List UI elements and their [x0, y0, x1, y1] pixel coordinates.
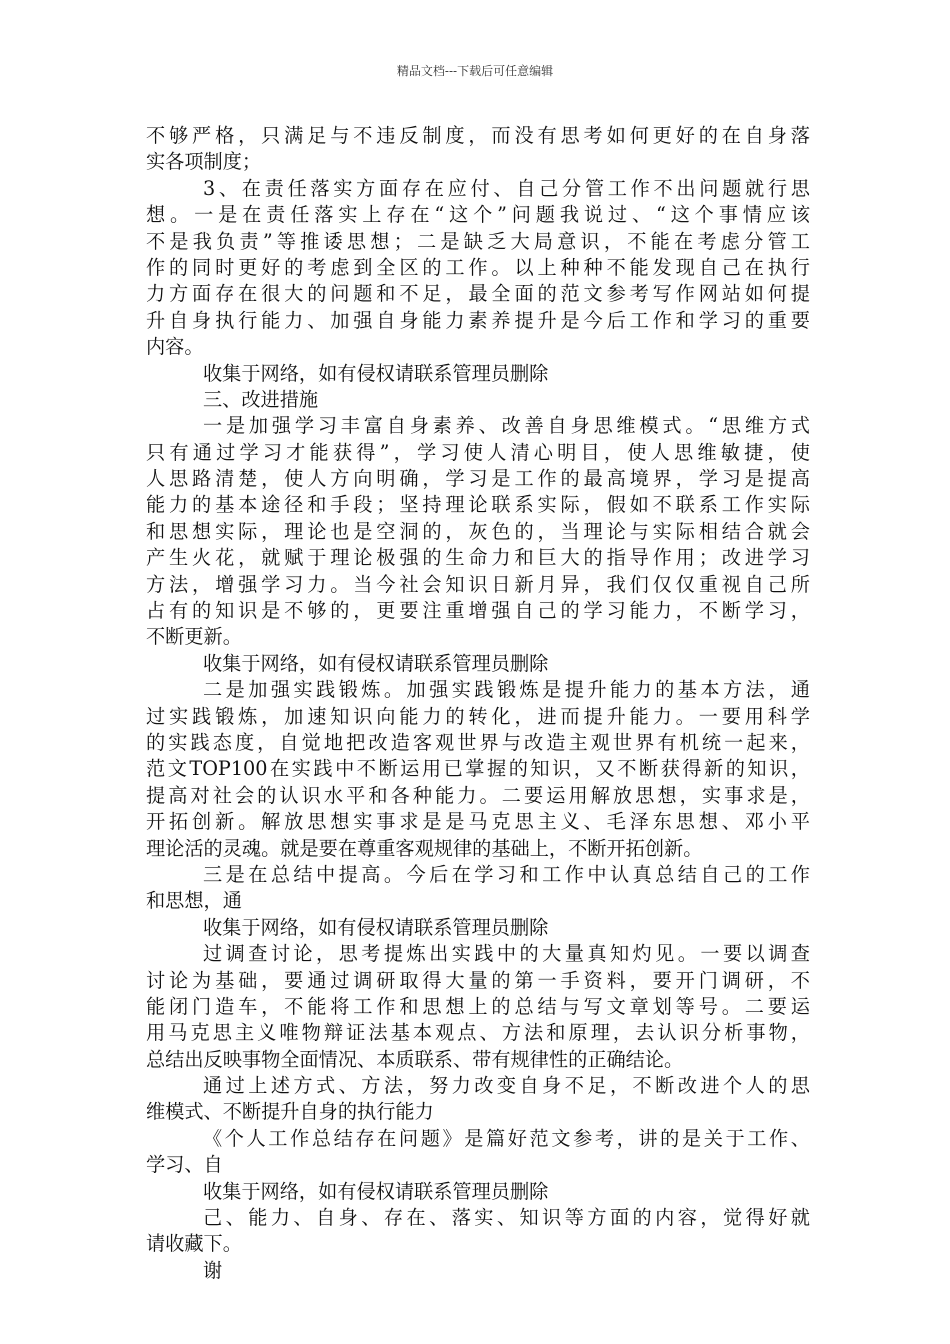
text-line: 能力的基本途径和手段；坚持理论联系实际，假如不联系工作实际: [146, 493, 810, 517]
text-line: 想。一是在责任落实上存在“这个”问题我说过、“这个事情应该: [146, 203, 810, 227]
text-line: 只有通过学习才能获得”，学习使人清心明目，使人思维敏捷，使: [146, 440, 810, 464]
text-line: 收集于网络，如有侵权请联系管理员删除: [203, 651, 549, 675]
text-line: 过调查讨论，思考提炼出实践中的大量真知灼见。一要以调查: [203, 942, 810, 966]
text-line: 能闭门造车，不能将工作和思想上的总结与写文章划等号。二要运: [146, 994, 810, 1018]
text-line: 开拓创新。解放思想实事求是是马克思主义、毛泽东思想、邓小平: [146, 810, 810, 834]
text-line: 用马克思主义唯物辩证法基本观点、方法和原理，去认识分析事物，: [146, 1021, 810, 1045]
text-line: 内容。: [146, 335, 204, 359]
text-line: 方法，增强学习力。当今社会知识日新月异，我们仅仅重视自己所: [146, 572, 810, 596]
text-line: 力方面存在很大的问题和不足，最全面的范文参考写作网站如何提: [146, 282, 810, 306]
text-line: 己、能力、自身、存在、落实、知识等方面的内容，觉得好就: [203, 1206, 810, 1230]
text-line: 人思路清楚，使人方向明确，学习是工作的最高境界，学习是提高: [146, 467, 810, 491]
text-line: 收集于网络，如有侵权请联系管理员删除: [203, 361, 549, 385]
text-line: 3、在责任落实方面存在应付、自己分管工作不出问题就行思: [203, 176, 810, 200]
text-line: 请收藏下。: [146, 1232, 242, 1256]
text-line: 作的同时更好的考虑到全区的工作。以上种种不能发现自己在执行: [146, 255, 810, 279]
text-line: 和思想实际，理论也是空洞的，灰色的，当理论与实际相结合就会: [146, 519, 810, 543]
text-line: 过实践锻炼，加速知识向能力的转化，进而提升能力。一要用科学: [146, 704, 810, 728]
text-line: 范文TOP100在实践中不断运用已掌握的知识，又不断获得新的知识，: [146, 757, 810, 781]
text-line: 不够严格，只满足与不违反制度，而没有思考如何更好的在自身落: [146, 124, 810, 147]
text-line: 收集于网络，如有侵权请联系管理员删除: [203, 915, 549, 939]
text-line: 维模式、不断提升自身的执行能力: [146, 1100, 434, 1124]
text-line: 升自身执行能力、加强自身能力素养提升是今后工作和学习的重要: [146, 308, 810, 332]
text-line: 和思想，通: [146, 889, 242, 913]
page-header: 精品文档---下载后可任意编辑: [396, 64, 554, 78]
text-line: 三是在总结中提高。今后在学习和工作中认真总结自己的工作: [203, 862, 810, 886]
text-line: 讨论为基础，要通过调研取得大量的第一手资料，要开门调研，不: [146, 968, 810, 992]
text-line: 占有的知识是不够的，更要注重增强自己的学习能力，不断学习，: [146, 599, 810, 623]
text-line: 总结出反映事物全面情况、本质联系、带有规律性的正确结论。: [146, 1047, 684, 1071]
text-line: 提高对社会的认识水平和各种能力。二要运用解放思想，实事求是，: [146, 783, 810, 807]
text-line: 通过上述方式、方法，努力改变自身不足，不断改进个人的思: [203, 1074, 810, 1098]
document-body: [146, 123, 810, 1284]
text-line: 三、改进措施: [203, 387, 319, 411]
text-line: 不是我负责”等推诿思想；二是缺乏大局意识，不能在考虑分管工: [146, 229, 810, 253]
text-line: 一是加强学习丰富自身素养、改善自身思维模式。“思维方式: [203, 414, 810, 438]
text-line: 理论活的灵魂。就是要在尊重客观规律的基础上，不断开拓创新。: [146, 836, 703, 860]
text-line: 收集于网络，如有侵权请联系管理员删除: [203, 1179, 549, 1203]
text-line: 实各项制度；: [146, 150, 262, 174]
text-line: 谢: [203, 1258, 223, 1282]
text-line: 不断更新。: [146, 625, 242, 649]
text-line: 《个人工作总结存在问题》是篇好范文参考，讲的是关于工作、: [203, 1126, 810, 1150]
text-line: 二是加强实践锻炼。加强实践锻炼是提升能力的基本方法，通: [203, 678, 810, 702]
text-line: 产生火花，就赋于理论极强的生命力和巨大的指导作用；改进学习: [146, 546, 810, 570]
text-line: 学习、自: [146, 1153, 223, 1177]
text-line: 的实践态度，自觉地把改造客观世界与改造主观世界有机统一起来，: [146, 730, 810, 754]
